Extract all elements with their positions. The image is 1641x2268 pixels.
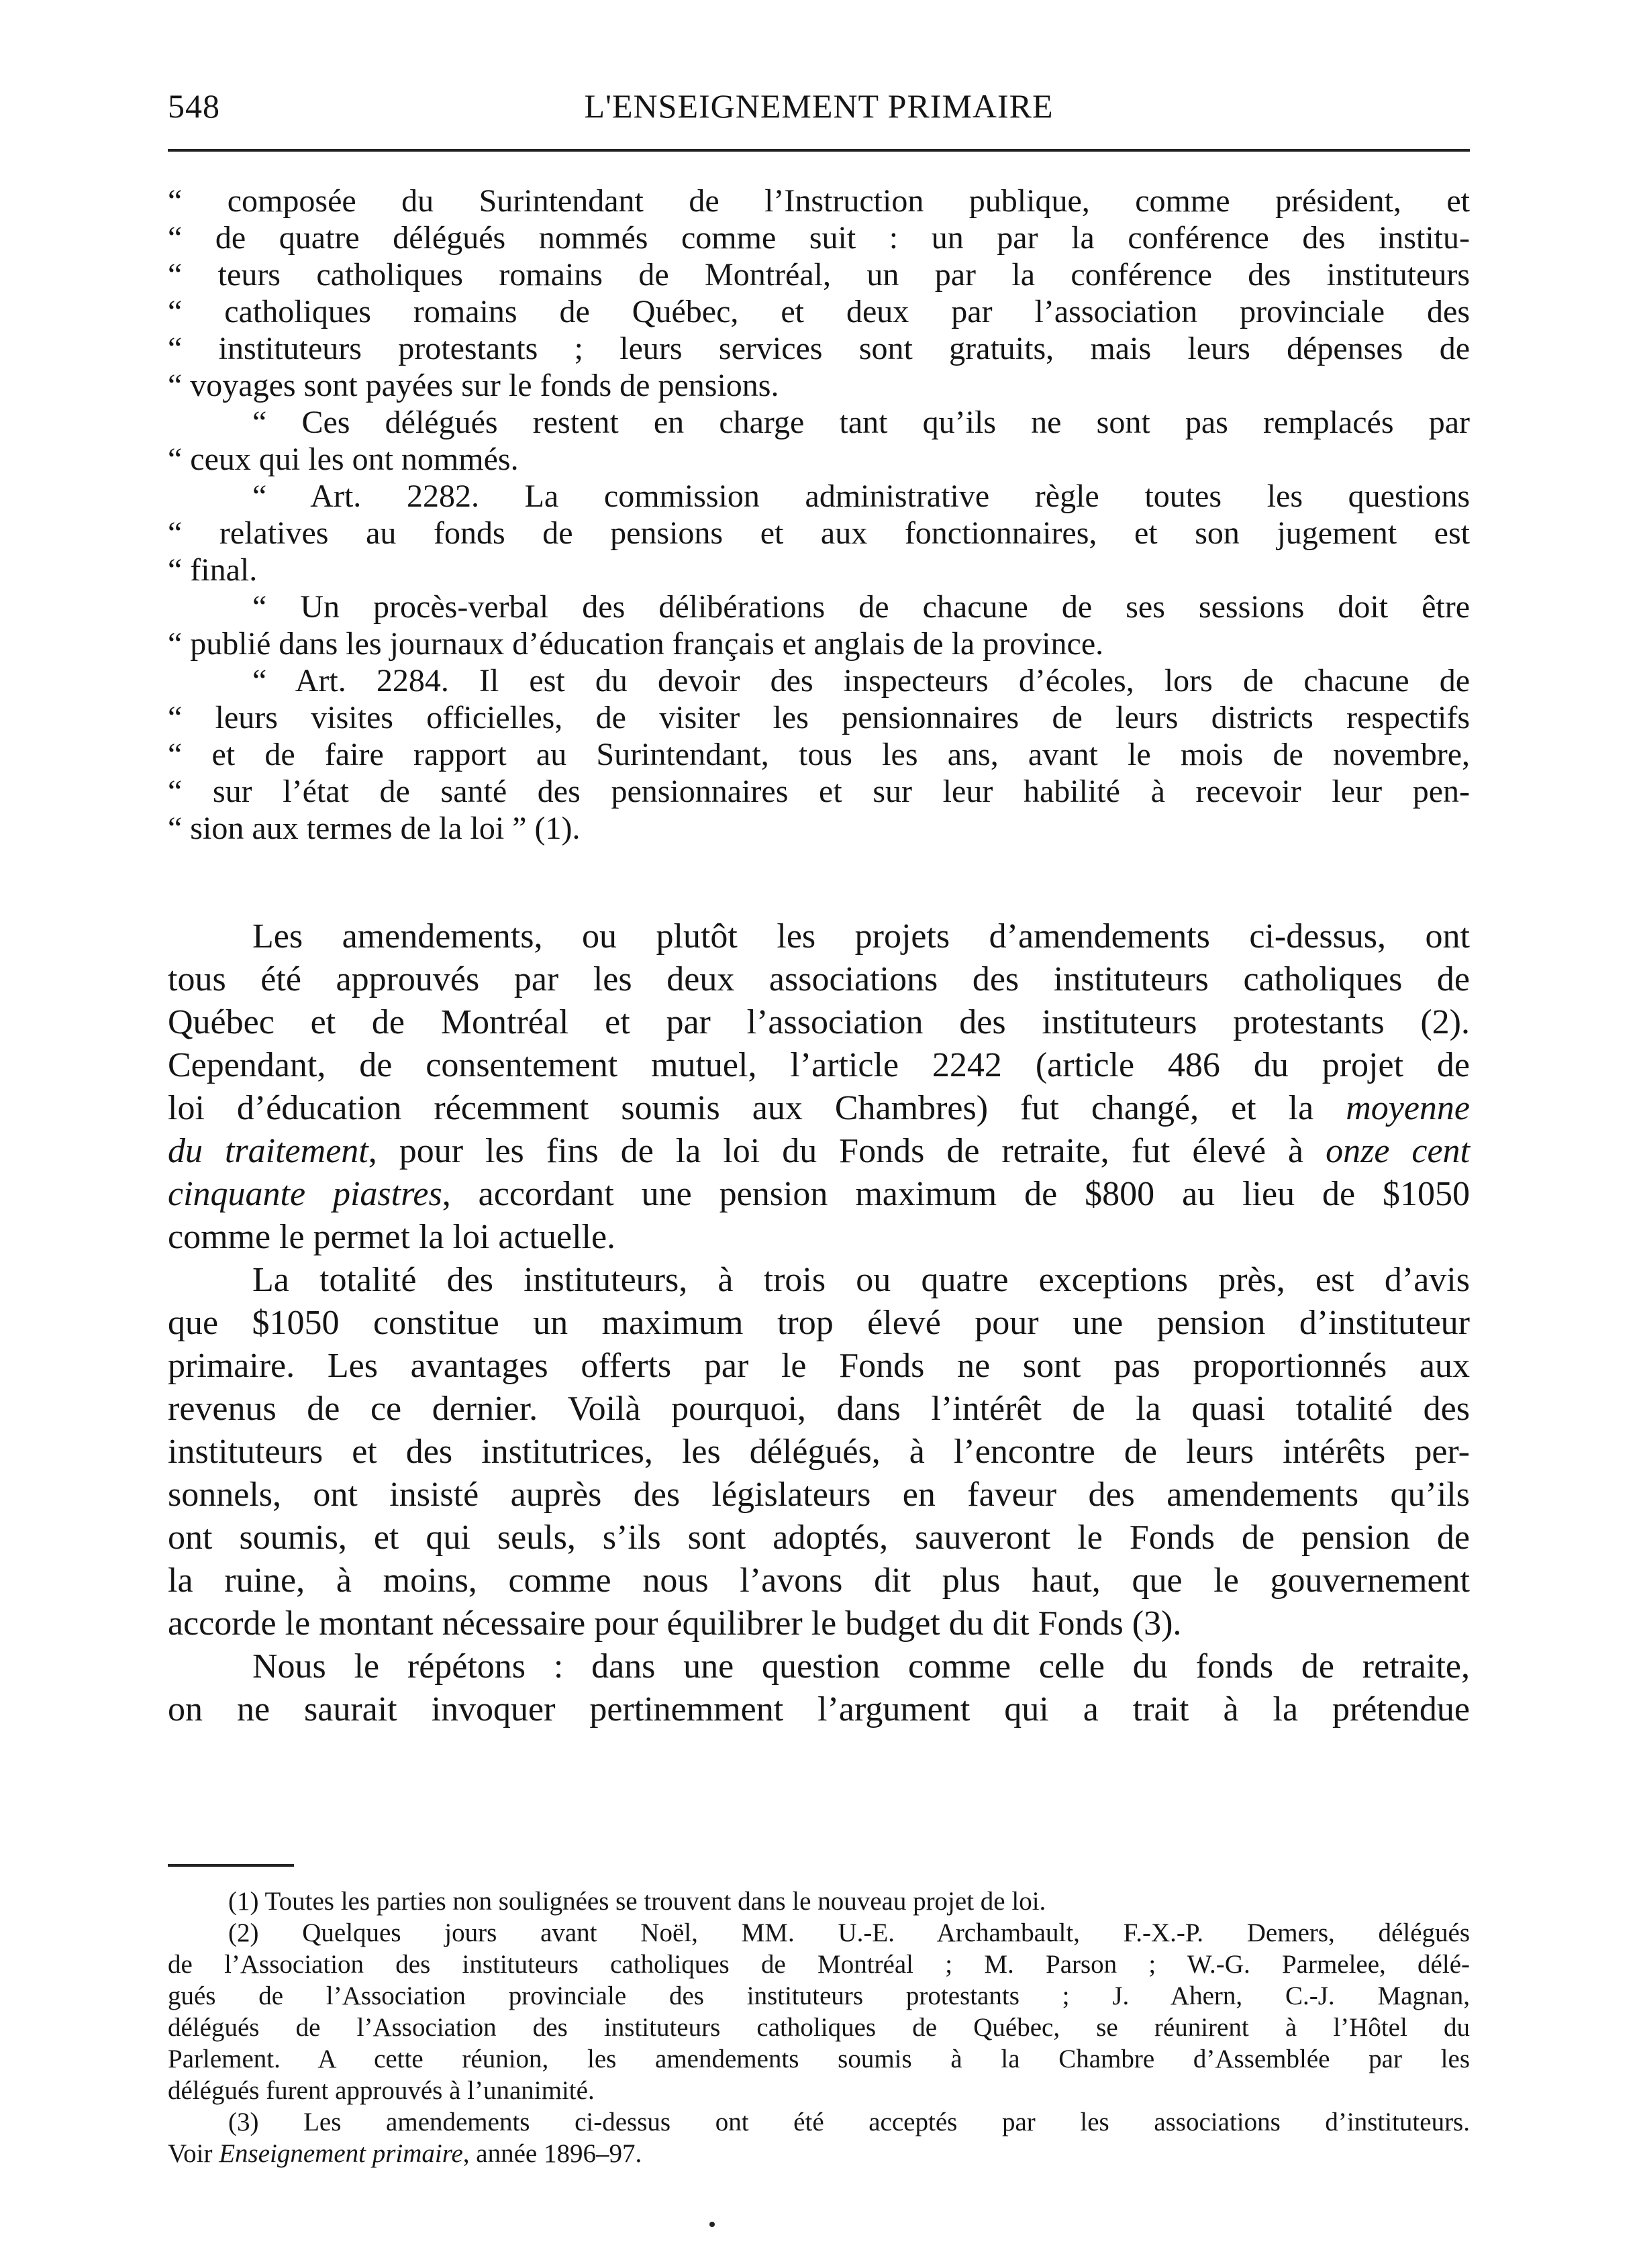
paragraph — [168, 1259, 1470, 1645]
body-line: accorde le montant nécessaire pour équilibrer le budget du dit Fonds (3). — [168, 1604, 1182, 1643]
footnote-2-line: gués de l’Association provinciale des instituteurs protestants ; J. Ahern, C.-J. Magnan, — [168, 1981, 1470, 2010]
quote-line: “ Art. 2282. La commission administrative règle toutes les questions — [252, 478, 1470, 514]
body-text — [168, 915, 1470, 1731]
footnote-2-line: Parlement. A cette réunion, les amendements soumis à la Chambre d’Assemblée par les — [168, 2045, 1470, 2073]
footnote-2-line: de l’Association des instituteurs catholiques de Montréal ; M. Parson ; W.-G. Parmelee, délé- — [168, 1950, 1470, 1979]
italic-run: onze cent — [1326, 1132, 1470, 1170]
footnote-2-line: délégués de l’Association des instituteurs catholiques de Québec, se réunirent à l’Hôtel du — [168, 2013, 1470, 2042]
body-line: Nous le répétons : dans une question comme celle du fonds de retraite, — [252, 1647, 1470, 1686]
quote-line: “ sion aux termes de la loi ” (1). — [168, 811, 581, 846]
body-line — [168, 1087, 1470, 1130]
quote-line: “ final. — [168, 552, 258, 588]
quote-line: “ ceux qui les ont nommés. — [168, 442, 519, 477]
footnote-3-line: (3) Les amendements ci-dessus ont été acceptés par les associations d’instituteurs. — [228, 2108, 1470, 2136]
body-line: tous été approuvés par les deux associations des instituteurs catholiques de — [168, 960, 1470, 998]
running-title: L'ENSEIGNEMENT PRIMAIRE — [584, 87, 1054, 125]
paragraph — [168, 915, 1470, 1259]
footnote-text-run: Voir — [168, 2139, 213, 2168]
italic-run: du traitement — [168, 1132, 368, 1170]
body-line: on ne saurait invoquer pertinemment l’argument qui a trait à la prétendue — [168, 1690, 1470, 1729]
body-line — [168, 1173, 1470, 1216]
body-text-run: , pour les fins de la loi du Fonds de retraite, fut élevé à — [368, 1132, 1304, 1170]
quote-line: “ leurs visites officielles, de visiter les pensionnaires de leurs districts respectifs — [168, 700, 1470, 735]
body-line: La totalité des instituteurs, à trois ou quatre exceptions près, est d’avis — [252, 1261, 1470, 1299]
body-line: primaire. Les avantages offerts par le Fonds ne sont pas proportionnés aux — [168, 1347, 1470, 1385]
quote-line: “ teurs catholiques romains de Montréal, un par la conférence des instituteurs — [168, 257, 1470, 293]
body-line: ont soumis, et qui seuls, s’ils sont adoptés, sauveront le Fonds de pension de — [168, 1518, 1470, 1557]
italic-run: moyenne — [1346, 1089, 1471, 1127]
quote-line: “ catholiques romains de Québec, et deux par l’association provinciale des — [168, 294, 1470, 329]
body-line: Québec et de Montréal et par l’association des instituteurs protestants (2). — [168, 1003, 1470, 1041]
quote-line: “ de quatre délégués nommés comme suit : un par la conférence des institu- — [168, 220, 1470, 256]
page-header — [168, 79, 1470, 133]
footnotes — [168, 1886, 1470, 2169]
quote-line: “ sur l’état de santé des pensionnaires et sur leur habilité à recevoir leur pen- — [168, 774, 1470, 809]
paragraph — [168, 1645, 1470, 1731]
footnote-2-line: (2) Quelques jours avant Noël, MM. U.-E. Archambault, F.-X.-P. Demers, délégués — [228, 1918, 1470, 1947]
body-line: comme le permet la loi actuelle. — [168, 1218, 616, 1256]
body-line: Cependant, de consentement mutuel, l’article 2242 (article 486 du projet de — [168, 1046, 1470, 1084]
quote-line: “ composée du Surintendant de l’Instruction publique, comme président, et — [168, 183, 1470, 219]
body-line: sonnels, ont insisté auprès des législateurs en faveur des amendements qu’ils — [168, 1476, 1470, 1514]
quote-line: “ relatives au fonds de pensions et aux fonctionnaires, et son jugement est — [168, 515, 1470, 551]
italic-run: Enseignement primaire — [219, 2139, 463, 2168]
quote-line: “ instituteurs protestants ; leurs services sont gratuits, mais leurs dépenses de — [168, 331, 1470, 366]
quote-line: “ et de faire rapport au Surintendant, tous les ans, avant le mois de novembre, — [168, 737, 1470, 772]
footnote-2-line: délégués furent approuvés à l’unanimité. — [168, 2076, 595, 2105]
footnote-1: (1) Toutes les parties non soulignées se trouvent dans le nouveau projet de loi. — [228, 1887, 1046, 1916]
italic-run: cinquante piastres — [168, 1175, 442, 1213]
quote-line: “ Un procès-verbal des délibérations de chacune de ses sessions doit être — [252, 589, 1470, 625]
body-line — [168, 1130, 1470, 1173]
footnote-text-run: , année 1896–97. — [462, 2139, 642, 2168]
page-number: 548 — [168, 87, 220, 125]
body-text-run: , accordant une pension maximum de $800 au lieu de $1050 — [442, 1175, 1470, 1213]
header-rule — [168, 149, 1470, 152]
footnote-3-line — [168, 2138, 1470, 2169]
page-mark — [709, 2222, 715, 2227]
quoted-law-text — [168, 183, 1470, 847]
quote-line: “ Art. 2284. Il est du devoir des inspecteurs d’écoles, lors de chacune de — [252, 663, 1470, 699]
body-line: Les amendements, ou plutôt les projets d’amendements ci-dessus, ont — [252, 917, 1470, 956]
body-line: que $1050 constitue un maximum trop élevé pour une pension d’instituteur — [168, 1304, 1470, 1342]
body-text-run: loi d’éducation récemment soumis aux Chambres) fut changé, et la — [168, 1089, 1314, 1127]
footnote-rule — [168, 1864, 294, 1867]
body-line: revenus de ce dernier. Voilà pourquoi, dans l’intérêt de la quasi totalité des — [168, 1390, 1470, 1428]
quote-line: “ voyages sont payées sur le fonds de pensions. — [168, 368, 779, 403]
quote-line: “ publié dans les journaux d’éducation français et anglais de la province. — [168, 626, 1104, 662]
quote-line: “ Ces délégués restent en charge tant qu’ils ne sont pas remplacés par — [252, 405, 1470, 440]
body-line: instituteurs et des institutrices, les délégués, à l’encontre de leurs intérêts per- — [168, 1433, 1470, 1471]
body-line: la ruine, à moins, comme nous l’avons dit plus haut, que le gouvernement — [168, 1561, 1470, 1600]
